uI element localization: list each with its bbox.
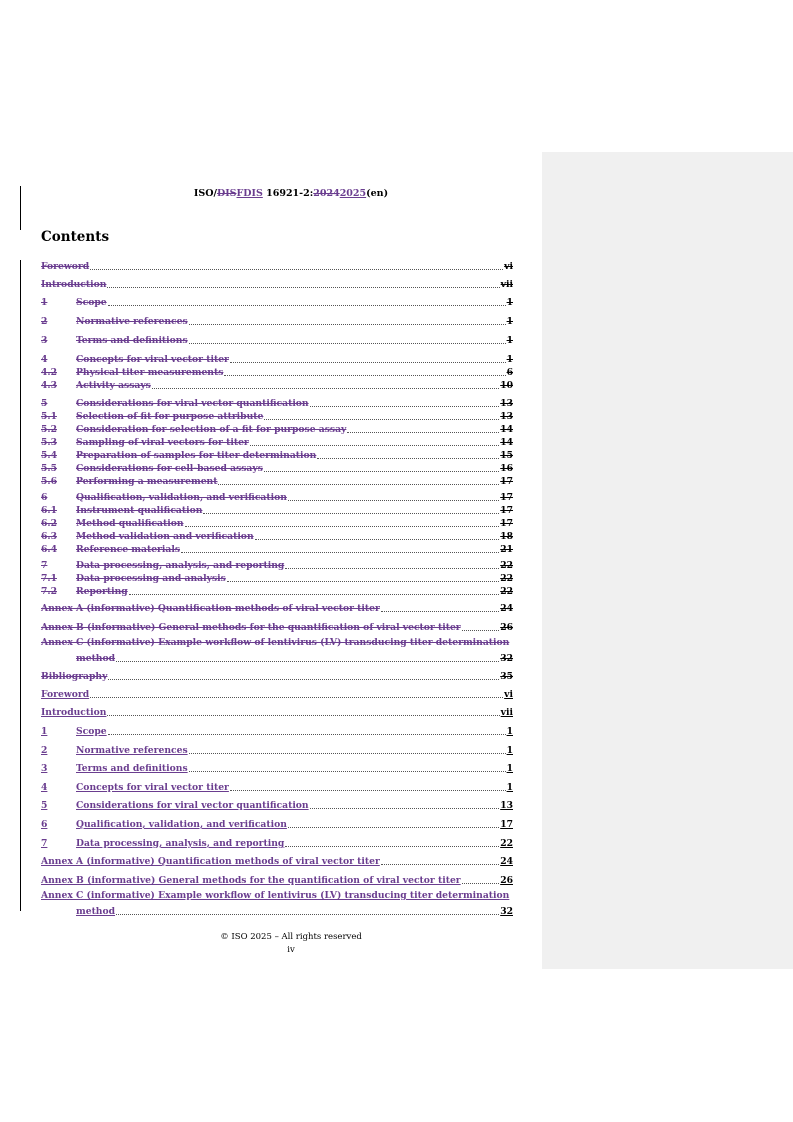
toc-entry-number: 7 — [41, 838, 48, 849]
toc-entry-title: Terms and definitions — [76, 335, 188, 346]
toc-leader-dots — [90, 696, 503, 698]
toc-entry-page: 17 — [500, 518, 513, 529]
toc-entry-deleted[interactable] — [41, 619, 513, 633]
toc-entry-deleted[interactable] — [41, 637, 513, 664]
toc-entry-page: 16 — [500, 463, 513, 474]
toc-leader-dots — [107, 714, 499, 716]
toc-entry-inserted[interactable] — [41, 686, 513, 700]
toc-leader-dots — [285, 845, 499, 847]
toc-entry-inserted[interactable] — [41, 779, 513, 793]
toc-leader-dots — [181, 551, 499, 553]
toc-entry-title: Annex A (informative) Quantification methods of viral vector titer — [41, 856, 380, 867]
toc-entry-deleted[interactable] — [41, 377, 513, 391]
toc-entry-number: 3 — [41, 763, 48, 774]
toc-entry-title: Selection of fit for purpose attribute — [76, 411, 264, 422]
toc-entry-number: 4.2 — [41, 367, 57, 378]
toc-entry-page: 1 — [506, 745, 513, 756]
toc-entry-page: 14 — [500, 424, 513, 435]
toc-entry-inserted[interactable] — [41, 835, 513, 849]
toc-entry-inserted[interactable] — [41, 723, 513, 737]
toc-entry-deleted[interactable] — [41, 447, 513, 461]
toc-entry-number: 6 — [41, 492, 48, 503]
toc-leader-dots — [108, 678, 499, 680]
toc-entry-page: 1 — [506, 316, 513, 327]
contents-title: Contents — [41, 229, 110, 245]
toc-entry-page: 21 — [500, 544, 513, 555]
toc-entry-title: Concepts for viral vector titer — [76, 354, 229, 365]
toc-entry-page: 1 — [506, 782, 513, 793]
toc-leader-dots — [227, 580, 499, 582]
toc-entry-title: Data processing, analysis, and reporting — [76, 560, 285, 571]
toc-entry-number: 5 — [41, 800, 48, 811]
toc-entry-title: Foreword — [41, 689, 90, 700]
toc-entry-number: 2 — [41, 745, 48, 756]
toc-entry-page: 18 — [500, 531, 513, 542]
toc-leader-dots — [218, 483, 499, 485]
toc-entry-page: 24 — [500, 603, 513, 614]
toc-entry-title: Reference materials — [76, 544, 180, 555]
toc-entry-page: 17 — [500, 476, 513, 487]
toc-entry-deleted[interactable] — [41, 502, 513, 516]
toc-entry-number: 5.3 — [41, 437, 57, 448]
toc-entry-title: Terms and definitions — [76, 763, 188, 774]
toc-entry-page: 6 — [506, 367, 513, 378]
toc-leader-dots — [347, 431, 499, 433]
toc-entry-deleted[interactable] — [41, 351, 513, 365]
toc-leader-dots — [108, 304, 506, 306]
toc-entry-deleted[interactable] — [41, 408, 513, 422]
toc-entry-number: 4 — [41, 782, 48, 793]
toc-entry-number: 1 — [41, 297, 48, 308]
toc-entry-inserted[interactable] — [41, 872, 513, 886]
toc-leader-dots — [264, 470, 499, 472]
toc-entry-page: 32 — [500, 653, 513, 664]
toc-entry-number: 6.2 — [41, 518, 57, 529]
toc-entry-title: Annex A (informative) Quantification methods of viral vector titer — [41, 603, 380, 614]
toc-leader-dots — [230, 789, 506, 791]
toc-entry-page: 26 — [500, 622, 513, 633]
toc-entry-title: Method validation and verification — [76, 531, 254, 542]
toc-entry-inserted[interactable] — [41, 890, 513, 917]
toc-entry-title: Normative references — [76, 745, 188, 756]
toc-leader-dots — [116, 660, 499, 662]
toc-entry-page: 32 — [500, 906, 513, 917]
toc-entry-page: 22 — [500, 586, 513, 597]
toc-entry-page: 22 — [500, 560, 513, 571]
toc-entry-deleted[interactable] — [41, 364, 513, 378]
toc-entry-deleted[interactable] — [41, 460, 513, 474]
toc-entry-title: Annex C (informative) Example workflow of lentivirus (LV) transducing titer determination — [41, 890, 510, 901]
toc-entry-title: Bibliography — [41, 671, 108, 682]
toc-entry-number: 7.2 — [41, 586, 57, 597]
toc-entry-inserted[interactable] — [41, 704, 513, 718]
toc-entry-page: 26 — [500, 875, 513, 886]
toc-entry-title: Data processing and analysis — [76, 573, 226, 584]
toc-entry-title: Qualification, validation, and verification — [76, 819, 287, 830]
toc-entry-title: Annex B (informative) General methods for the quantification of viral vector titer — [41, 622, 461, 633]
toc-entry-deleted[interactable] — [41, 570, 513, 584]
toc-entry-title: Instrument qualification — [76, 505, 203, 516]
toc-entry-title-cont: method — [76, 906, 116, 917]
toc-entry-deleted[interactable] — [41, 332, 513, 346]
toc-entry-number: 1 — [41, 726, 48, 737]
toc-entry-number: 3 — [41, 335, 48, 346]
toc-entry-deleted[interactable] — [41, 258, 513, 272]
document-header — [0, 188, 582, 199]
toc-leader-dots — [224, 374, 505, 376]
toc-entry-title: Scope — [76, 297, 107, 308]
toc-entry-page: 1 — [506, 354, 513, 365]
toc-entry-number: 6.4 — [41, 544, 57, 555]
toc-entry-number: 6 — [41, 819, 48, 830]
change-bar — [20, 260, 21, 911]
toc-entry-page: vii — [500, 279, 513, 290]
toc-leader-dots — [462, 629, 500, 631]
toc-entry-page: 22 — [500, 573, 513, 584]
toc-leader-dots — [288, 826, 499, 828]
toc-entry-deleted[interactable] — [41, 668, 513, 682]
toc-leader-dots — [310, 807, 500, 809]
toc-leader-dots — [203, 512, 499, 514]
header-inserted-year: 2025 — [339, 188, 367, 199]
toc-entry-title-cont: method — [76, 653, 116, 664]
comment-pane — [542, 152, 793, 969]
header-prefix: ISO/ — [193, 188, 217, 199]
toc-entry-deleted[interactable] — [41, 294, 513, 308]
toc-entry-number: 4.3 — [41, 380, 57, 391]
toc-entry-title: Qualification, validation, and verification — [76, 492, 287, 503]
toc-entry-title: Considerations for viral vector quantification — [76, 398, 309, 409]
toc-entry-title: Introduction — [41, 279, 107, 290]
toc-entry-number: 5.4 — [41, 450, 57, 461]
toc-entry-deleted[interactable] — [41, 313, 513, 327]
toc-entry-inserted[interactable] — [41, 853, 513, 867]
toc-entry-number: 7 — [41, 560, 48, 571]
toc-leader-dots — [90, 268, 503, 270]
toc-entry-inserted[interactable] — [41, 797, 513, 811]
toc-leader-dots — [250, 444, 499, 446]
toc-entry-page: 13 — [500, 398, 513, 409]
toc-entry-page: 13 — [500, 800, 513, 811]
toc-entry-deleted[interactable] — [41, 489, 513, 503]
toc-entry-number: 6.3 — [41, 531, 57, 542]
toc-entry-title: Sampling of viral vectors for titer — [76, 437, 249, 448]
toc-leader-dots — [285, 567, 499, 569]
toc-leader-dots — [129, 593, 499, 595]
toc-leader-dots — [107, 286, 499, 288]
toc-entry-number: 5.5 — [41, 463, 57, 474]
toc-entry-page: vi — [504, 261, 513, 272]
toc-entry-deleted[interactable] — [41, 600, 513, 614]
toc-leader-dots — [462, 882, 500, 884]
toc-entry-page: 17 — [500, 819, 513, 830]
toc-entry-page: 1 — [506, 297, 513, 308]
toc-entry-page: vii — [500, 707, 513, 718]
toc-entry-number: 5.2 — [41, 424, 57, 435]
toc-entry-deleted[interactable] — [41, 395, 513, 409]
footer-copyright: © ISO 2025 – All rights reserved — [220, 932, 362, 942]
toc-entry-title: Considerations for viral vector quantification — [76, 800, 309, 811]
toc-leader-dots — [189, 752, 506, 754]
toc-entry-title: Reporting — [76, 586, 128, 597]
header-suffix: (en) — [366, 188, 389, 199]
toc-entry-inserted[interactable] — [41, 760, 513, 774]
toc-entry-title: Physical titer measurements — [76, 367, 224, 378]
toc-leader-dots — [255, 538, 500, 540]
toc-entry-title: Annex B (informative) General methods for the quantification of viral vector titer — [41, 875, 461, 886]
toc-entry-page: 1 — [506, 726, 513, 737]
toc-entry-page: 17 — [500, 492, 513, 503]
toc-leader-dots — [189, 323, 506, 325]
toc-leader-dots — [288, 499, 499, 501]
toc-entry-page: vi — [504, 689, 513, 700]
toc-entry-title: Concepts for viral vector titer — [76, 782, 229, 793]
toc-leader-dots — [189, 770, 506, 772]
toc-entry-number: 2 — [41, 316, 48, 327]
toc-entry-number: 5 — [41, 398, 48, 409]
toc-entry-deleted[interactable] — [41, 528, 513, 542]
toc-entry-deleted[interactable] — [41, 473, 513, 487]
toc-entry-page: 15 — [500, 450, 513, 461]
toc-leader-dots — [317, 457, 499, 459]
toc-entry-title: Introduction — [41, 707, 107, 718]
toc-entry-number: 7.1 — [41, 573, 57, 584]
toc-entry-page: 17 — [500, 505, 513, 516]
header-inserted-stage: FDIS — [236, 188, 263, 199]
toc-entry-page: 24 — [500, 856, 513, 867]
toc-entry-title: Scope — [76, 726, 107, 737]
toc-entry-title: Annex C (informative) Example workflow of lentivirus (LV) transducing titer determination — [41, 637, 510, 648]
toc-entry-title: Performing a measurement — [76, 476, 218, 487]
toc-entry-deleted[interactable] — [41, 541, 513, 555]
toc-entry-inserted[interactable] — [41, 816, 513, 830]
toc-entry-number: 4 — [41, 354, 48, 365]
toc-entry-page: 14 — [500, 437, 513, 448]
toc-entry-title: Preparation of samples for titer determination — [76, 450, 317, 461]
toc-entry-page: 1 — [506, 763, 513, 774]
toc-entry-page: 35 — [500, 671, 513, 682]
toc-entry-page: 10 — [500, 380, 513, 391]
toc-entry-title: Consideration for selection of a fit for purpose assay — [76, 424, 347, 435]
toc-leader-dots — [108, 733, 506, 735]
toc-entry-deleted[interactable] — [41, 434, 513, 448]
toc-leader-dots — [310, 405, 500, 407]
toc-entry-page: 1 — [506, 335, 513, 346]
toc-entry-deleted[interactable] — [41, 583, 513, 597]
toc-leader-dots — [230, 361, 506, 363]
toc-entry-inserted[interactable] — [41, 742, 513, 756]
toc-entry-deleted[interactable] — [41, 557, 513, 571]
toc-entry-deleted[interactable] — [41, 421, 513, 435]
toc-entry-page: 13 — [500, 411, 513, 422]
toc-entry-deleted[interactable] — [41, 515, 513, 529]
toc-entry-title: Foreword — [41, 261, 90, 272]
toc-entry-title: Data processing, analysis, and reporting — [76, 838, 285, 849]
toc-entry-title: Method qualification — [76, 518, 184, 529]
footer-page-number: iv — [287, 945, 295, 955]
toc-entry-title: Considerations for cell-based assays — [76, 463, 263, 474]
toc-entry-deleted[interactable] — [41, 276, 513, 290]
toc-entry-number: 6.1 — [41, 505, 57, 516]
toc-entry-number: 5.1 — [41, 411, 57, 422]
toc-leader-dots — [381, 610, 499, 612]
toc-entry-number: 5.6 — [41, 476, 57, 487]
header-deleted-year: 2024 — [313, 188, 340, 199]
toc-leader-dots — [185, 525, 500, 527]
toc-leader-dots — [189, 342, 506, 344]
toc-leader-dots — [264, 418, 499, 420]
toc-leader-dots — [381, 863, 499, 865]
toc-leader-dots — [116, 913, 499, 915]
toc-entry-title: Activity assays — [76, 380, 151, 391]
header-deleted-stage: DIS — [216, 188, 237, 199]
toc-entry-title: Normative references — [76, 316, 188, 327]
toc-entry-page: 22 — [500, 838, 513, 849]
header-number: 16921-2: — [262, 188, 314, 199]
toc-leader-dots — [152, 387, 499, 389]
